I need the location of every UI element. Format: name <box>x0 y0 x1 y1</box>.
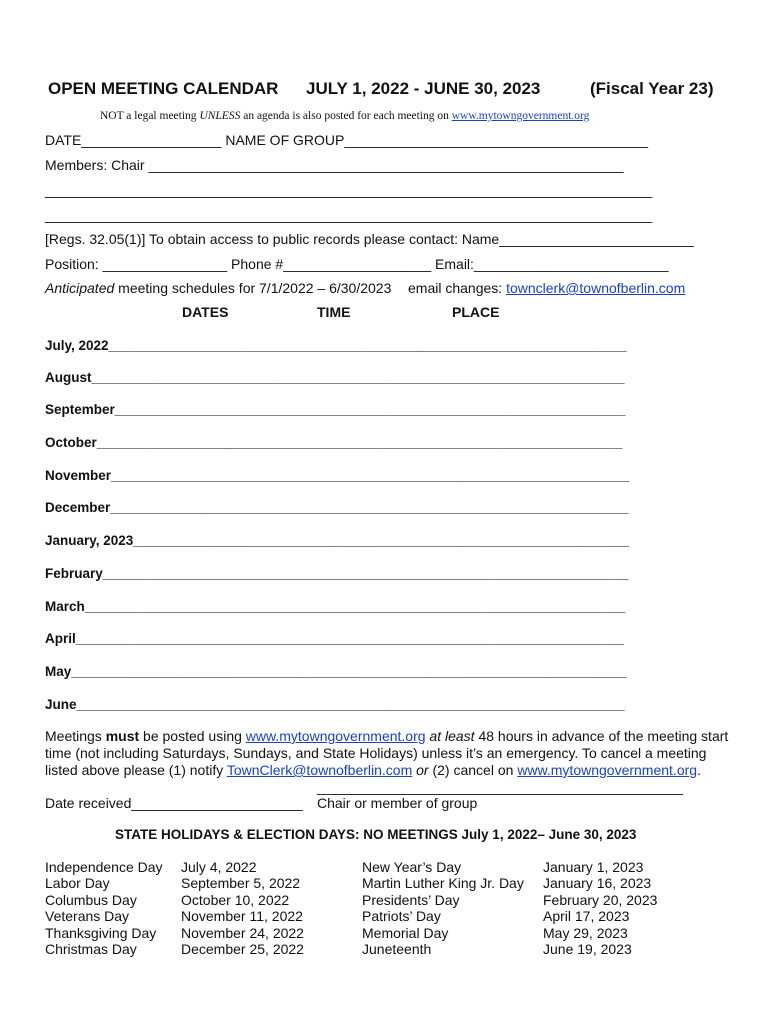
email-changes-label <box>408 280 685 296</box>
signature-line[interactable]: _______________________________________________ <box>317 779 683 795</box>
month-line-august[interactable]: August_______________________________________________________________________ <box>45 370 625 385</box>
posting-instructions <box>45 728 735 779</box>
holiday-date: November 24, 2022 <box>181 924 304 941</box>
anticipated-schedule-label <box>45 280 391 296</box>
instr-text-1: Meetings <box>45 728 106 744</box>
month-line-january[interactable]: January, 2023__________________________________________________________________ <box>45 533 629 548</box>
month-line-september[interactable]: September____________________________________________________________________ <box>45 402 626 417</box>
month-line-december[interactable]: December_____________________________________________________________________ <box>45 500 629 515</box>
holiday-name: Columbus Day <box>45 891 137 908</box>
month-line-april[interactable]: April_________________________________________________________________________ <box>45 631 624 646</box>
members-blank-line-1[interactable]: ______________________________________________________________________________ <box>45 182 653 198</box>
holiday-date: January 16, 2023 <box>543 875 652 892</box>
page-title: OPEN MEETING CALENDAR <box>48 79 279 98</box>
column-header-time: TIME <box>317 304 351 320</box>
instr-text-8: . <box>697 762 701 778</box>
holiday-name: Patriots’ Day <box>362 908 441 925</box>
holiday-date: January 1, 2023 <box>543 859 644 875</box>
holiday-date: July 4, 2022 <box>181 859 257 875</box>
holiday-name: Thanksgiving Day <box>45 924 157 941</box>
holiday-name: Presidents’ Day <box>362 891 460 908</box>
holidays-heading-range: July 1, 2022– June 30, 2023 <box>457 827 637 842</box>
month-line-november[interactable]: November_____________________________________________________________________ <box>45 468 630 483</box>
instr-website-link-1[interactable]: www.mytowngovernment.org <box>245 728 426 744</box>
notice-website-link[interactable]: www.mytowngovernment.org <box>451 110 590 122</box>
holiday-date: December 25, 2022 <box>181 941 304 958</box>
holiday-name: Labor Day <box>45 875 110 892</box>
holiday-name: Christmas Day <box>45 941 137 958</box>
members-blank-line-2[interactable]: ______________________________________________________________________________ <box>45 207 653 223</box>
holiday-name: Independence Day <box>45 859 163 875</box>
month-line-october[interactable]: October______________________________________________________________________ <box>45 435 623 450</box>
position-phone-email-field[interactable]: Position: ________________ Phone #___________________ Email:_________________________ <box>45 256 669 272</box>
instr-text-5: 48 hours in advance of the meeting start time (not including Saturdays, Sundays, and State Holidays) unless it’s an emergency. To cancel a meeting listed above please (1) notify <box>45 728 729 778</box>
column-header-dates: DATES <box>182 304 229 320</box>
holiday-date: November 11, 2022 <box>181 908 303 925</box>
holiday-name: Memorial Day <box>362 924 449 941</box>
holidays-heading-text: STATE HOLIDAYS & ELECTION DAYS: NO MEETINGS <box>115 827 458 842</box>
legal-notice <box>100 110 589 122</box>
holiday-dates-col-2 <box>543 859 657 957</box>
holidays-heading <box>115 827 636 842</box>
month-line-march[interactable]: March________________________________________________________________________ <box>45 599 626 614</box>
date-received-field[interactable]: Date received______________________ <box>45 795 303 811</box>
instr-must: must <box>105 728 140 744</box>
anticipated-word: Anticipated <box>45 280 115 296</box>
holiday-date: February 20, 2023 <box>543 891 658 908</box>
chair-signature-label: Chair or member of group <box>317 795 478 811</box>
holiday-name: Juneteenth <box>362 941 432 958</box>
month-line-may[interactable]: May__________________________________________________________________________ <box>45 664 627 679</box>
instr-at-least: at least <box>425 728 475 744</box>
holiday-names-col-2 <box>362 859 524 957</box>
date-group-field[interactable]: DATE__________________ NAME OF GROUP_______________________________________ <box>45 132 649 148</box>
notice-text-unless: UNLESS <box>199 110 241 122</box>
instr-townclerk-link[interactable]: TownClerk@townofberlin.com <box>226 762 413 778</box>
holiday-names-col-1 <box>45 859 163 957</box>
records-contact-field[interactable]: [Regs. 32.05(1)] To obtain access to public records please contact: Name_________________________ <box>45 231 694 247</box>
townclerk-email-link[interactable]: townclerk@townofberlin.com <box>506 280 686 296</box>
instr-text-7: (2) cancel on <box>428 762 518 778</box>
members-chair-field[interactable]: Members: Chair _____________________________________________________________ <box>45 157 624 173</box>
holiday-name: Martin Luther King Jr. Day <box>362 875 524 892</box>
instr-or: or <box>412 762 429 778</box>
notice-text-a: NOT a legal meeting <box>100 110 200 122</box>
email-changes-text: email changes: <box>408 280 507 296</box>
holiday-date: September 5, 2022 <box>181 875 301 892</box>
holiday-dates-col-1 <box>181 859 304 957</box>
instr-website-link-2[interactable]: www.mytowngovernment.org <box>517 762 698 778</box>
holiday-date: April 17, 2023 <box>543 908 630 925</box>
month-line-july[interactable]: July, 2022_____________________________________________________________________ <box>45 338 627 353</box>
holiday-date: May 29, 2023 <box>543 924 628 941</box>
month-line-february[interactable]: February______________________________________________________________________ <box>45 566 629 581</box>
notice-text-c: an agenda is also posted for each meeting on <box>240 110 452 122</box>
month-line-june[interactable]: June_________________________________________________________________________ <box>45 697 625 712</box>
fiscal-range: JULY 1, 2022 - JUNE 30, 2023 <box>306 79 541 98</box>
holiday-date: June 19, 2023 <box>543 941 632 958</box>
column-header-place: PLACE <box>452 304 500 320</box>
instr-text-3: be posted using <box>139 728 246 744</box>
holiday-name: New Year’s Day <box>362 859 462 875</box>
holiday-name: Veterans Day <box>45 908 130 925</box>
anticipated-rest: meeting schedules for 7/1/2022 – 6/30/2023 <box>114 280 392 296</box>
holiday-date: October 10, 2022 <box>181 891 290 908</box>
fiscal-year-label: (Fiscal Year 23) <box>590 79 714 98</box>
